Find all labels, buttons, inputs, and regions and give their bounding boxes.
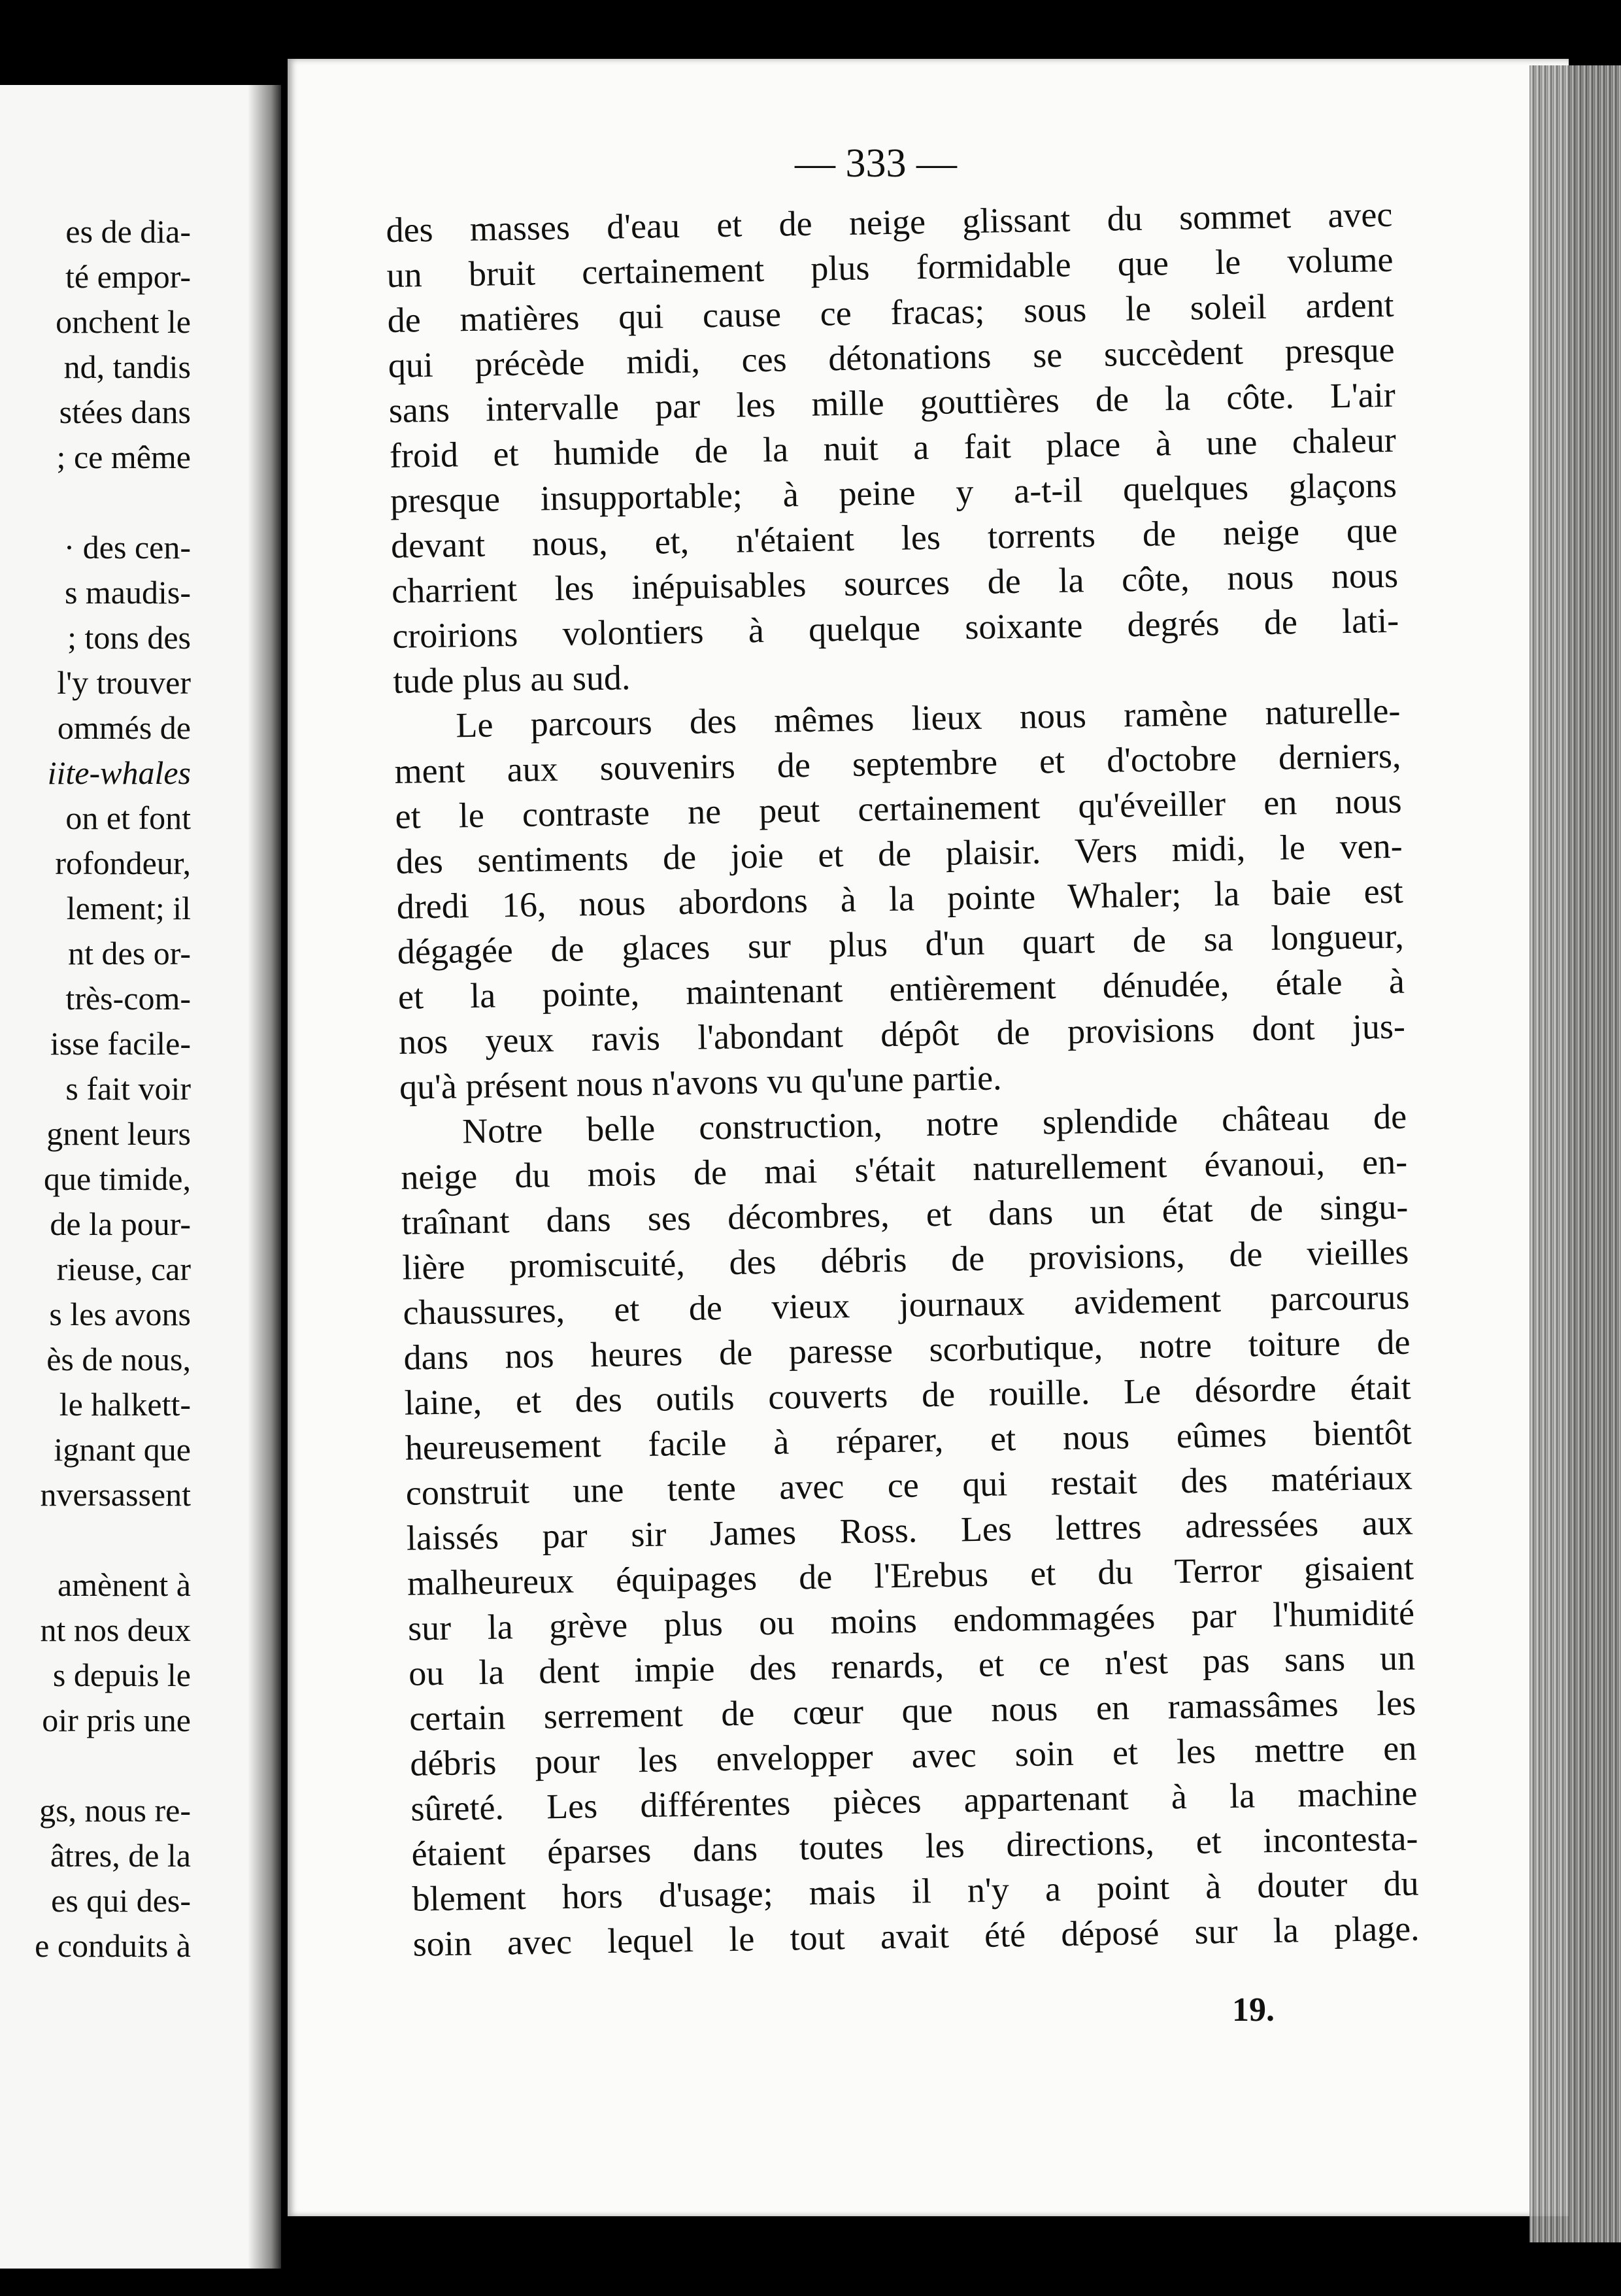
text-line: sans intervalle par les mille gouttières de la côte. L'air bbox=[388, 375, 1396, 430]
text-line: dans nos heures de paresse scorbutique, notre toiture de bbox=[403, 1322, 1411, 1377]
left-line: ; tons des bbox=[67, 619, 191, 656]
left-line: âtres, de la bbox=[50, 1837, 191, 1874]
left-line: nt des or- bbox=[68, 935, 191, 971]
text-line: nos yeux ravis l'abondant dépôt de provisions dont jus- bbox=[398, 1006, 1406, 1062]
text-line: qui précède midi, ces détonations se succèdent presque bbox=[388, 329, 1395, 385]
text-line: devant nous, et, n'étaient les torrents de neige que bbox=[390, 510, 1398, 566]
left-line-gap bbox=[0, 1743, 191, 1788]
text-line: neige du mois de mai s'était naturellement évanoui, en- bbox=[400, 1141, 1408, 1197]
left-line: iite-whales bbox=[47, 754, 191, 791]
left-line: nversassent bbox=[40, 1476, 191, 1513]
left-line: l'y trouver bbox=[57, 664, 191, 701]
text-line: qu'à présent nous n'avons vu qu'une partie. bbox=[399, 1058, 1002, 1107]
left-line: gs, nous re- bbox=[39, 1792, 191, 1829]
left-line: té empor- bbox=[65, 258, 191, 295]
left-line: oir pris une bbox=[42, 1702, 191, 1738]
left-line: gnent leurs bbox=[46, 1115, 191, 1152]
left-line: nd, tandis bbox=[63, 348, 191, 385]
text-line: débris pour les envelopper avec soin et les mettre en bbox=[409, 1728, 1417, 1783]
left-line: e conduits à bbox=[35, 1927, 191, 1964]
left-line: que timide, bbox=[44, 1160, 191, 1197]
left-line: stées dans bbox=[59, 394, 191, 430]
text-line: des masses d'eau et de neige glissant du sommet avec bbox=[386, 194, 1393, 250]
text-line: ou la dent impie des renards, et ce n'est pas sans un bbox=[408, 1638, 1416, 1693]
left-line: onchent le bbox=[56, 303, 191, 340]
book-gutter bbox=[248, 85, 281, 2269]
left-line: lement; il bbox=[66, 890, 191, 926]
text-line: construit une tente avec ce qui restait des matériaux bbox=[405, 1457, 1413, 1513]
text-line: tude plus au sud. bbox=[392, 658, 631, 701]
text-line: laine, et des outils couverts de rouille. Le désordre était bbox=[404, 1367, 1411, 1423]
text-line: heureusement facile à réparer, et nous eûmes bientôt bbox=[405, 1412, 1412, 1468]
text-line: blement hors d'usage; mais il n'y a point à douter du bbox=[412, 1863, 1419, 1919]
text-line: et le contraste ne peut certainement qu'éveiller en nous bbox=[395, 781, 1402, 836]
text-line: lière promiscuité, des débris de provisions, de vieilles bbox=[401, 1232, 1409, 1287]
text-line: chaussures, et de vieux journaux avidement parcourus bbox=[403, 1277, 1410, 1332]
text-line: dégagée de glaces sur plus d'un quart de sa longueur, bbox=[397, 916, 1405, 971]
text-line: sur la grève plus ou moins endommagées par l'humidité bbox=[407, 1593, 1415, 1648]
text-line: charrient les inépuisables sources de la côte, nous nous bbox=[391, 555, 1399, 611]
left-line: ès de nous, bbox=[46, 1341, 191, 1377]
left-line: isse facile- bbox=[50, 1025, 191, 1062]
page-edges bbox=[1529, 65, 1621, 2242]
text-line: malheureux équipages de l'Erebus et du Terror gisaient bbox=[407, 1547, 1414, 1603]
body-text bbox=[386, 192, 1420, 1967]
left-line: es de dia- bbox=[65, 213, 191, 250]
left-line: très-com- bbox=[65, 980, 191, 1017]
text-line: presque insupportable; à peine y a-t-il quelques glaçons bbox=[390, 465, 1397, 520]
left-line: nt nos deux bbox=[40, 1612, 191, 1648]
left-line: ; ce même bbox=[56, 439, 191, 475]
text-line: froid et humide de la nuit a fait place à une chaleur bbox=[389, 420, 1397, 475]
left-line-gap bbox=[0, 1517, 191, 1562]
text-line: sûreté. Les différentes pièces appartenant à la machine bbox=[410, 1773, 1418, 1829]
left-line: on et font bbox=[65, 800, 191, 836]
left-line: s fait voir bbox=[65, 1070, 191, 1107]
text-line: croirions volontiers à quelque soixante degrés de lati- bbox=[392, 600, 1399, 656]
text-line: traînant dans ses décombres, et dans un état de singu- bbox=[401, 1187, 1409, 1242]
text-line: étaient éparses dans toutes les directions, et incontesta- bbox=[411, 1818, 1418, 1874]
left-line: es qui des- bbox=[51, 1882, 191, 1919]
left-line: de la pour- bbox=[50, 1206, 191, 1242]
left-line: amènent à bbox=[57, 1566, 191, 1603]
text-line: soin avec lequel le tout avait été déposé sur la plage. bbox=[412, 1908, 1420, 1964]
left-line: s depuis le bbox=[52, 1657, 191, 1693]
text-line: des sentiments de joie et de plaisir. Vers midi, le ven- bbox=[395, 826, 1403, 881]
left-line: le halkett- bbox=[59, 1386, 191, 1423]
text-line: et la pointe, maintenant entièrement dénudée, étale à bbox=[397, 961, 1405, 1017]
text-line: dredi 16, nous abordons à la pointe Whaler; la baie est bbox=[396, 871, 1404, 926]
text-line: certain serrement de cœur que nous en ramassâmes les bbox=[409, 1683, 1416, 1738]
left-line: rofondeur, bbox=[55, 845, 191, 881]
left-page-text bbox=[0, 209, 191, 1968]
text-line: ment aux souvenirs de septembre et d'octobre derniers, bbox=[394, 735, 1401, 791]
text-line: un bruit certainement plus formidable que le volume bbox=[386, 239, 1394, 295]
left-line: · des cen- bbox=[63, 529, 191, 566]
left-line: ommés de bbox=[57, 709, 191, 746]
left-line-gap bbox=[0, 480, 191, 525]
text-line: Notre belle construction, notre splendide château de bbox=[461, 1096, 1407, 1151]
left-line: s les avons bbox=[49, 1296, 191, 1332]
left-line: rieuse, car bbox=[56, 1251, 191, 1287]
text-line: de matières qui cause ce fracas; sous le soleil ardent bbox=[387, 284, 1394, 340]
text-line: laissés par sir James Ross. Les lettres adressées aux bbox=[406, 1502, 1414, 1558]
text-line: Le parcours des mêmes lieux nous ramène naturelle- bbox=[455, 690, 1401, 745]
signature-mark: 19. bbox=[1232, 1991, 1275, 2029]
left-line: s maudis- bbox=[64, 574, 191, 611]
page-number: — 333 — bbox=[795, 141, 957, 186]
left-line: ignant que bbox=[54, 1431, 191, 1468]
